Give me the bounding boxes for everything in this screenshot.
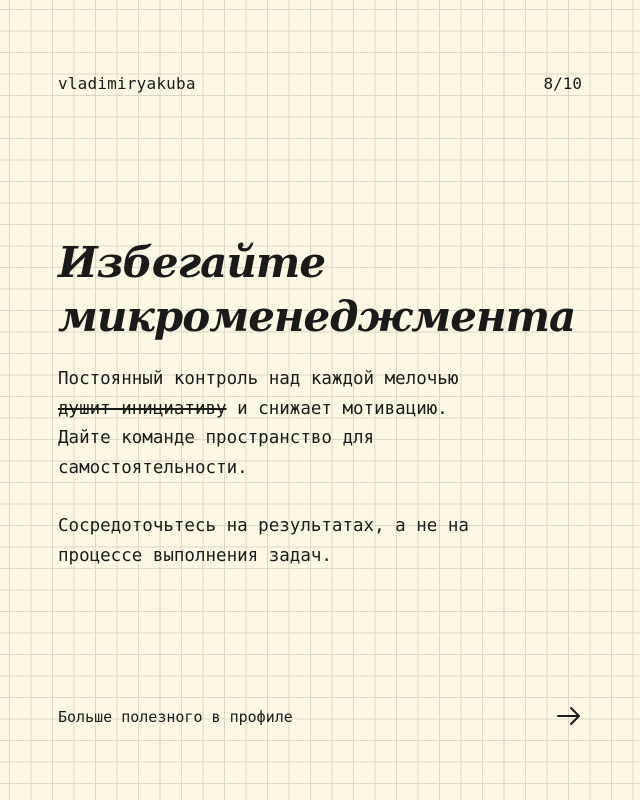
p1-line-1: Постоянный контроль над каждой мелочью: [58, 369, 459, 389]
author-handle: vladimiryakuba: [58, 74, 196, 93]
body-text: [58, 365, 598, 571]
arrow-right-icon[interactable]: [556, 704, 582, 728]
p2-line-1: Сосредоточьтесь на результатах, а не на: [58, 516, 469, 536]
p2-line-2: процессе выполнения задач.: [58, 545, 332, 566]
p1-line-4: самостоятельности.: [58, 457, 248, 478]
p1-line-2-rest: и снижает мотивацию.: [226, 398, 448, 419]
profile-link[interactable]: Больше полезного в профиле: [58, 708, 293, 726]
p1-line-3: Дайте команде пространство для: [58, 428, 375, 448]
paragraph-1: [58, 365, 598, 483]
page-counter: 8/10: [543, 74, 582, 93]
paragraph-2: [58, 512, 598, 571]
slide-title: [58, 236, 598, 344]
strikethrough-phrase: душит инициативу: [58, 398, 227, 419]
title-line-1: Избегайте: [58, 238, 326, 287]
title-line-2: микроменеджмента: [58, 292, 576, 341]
